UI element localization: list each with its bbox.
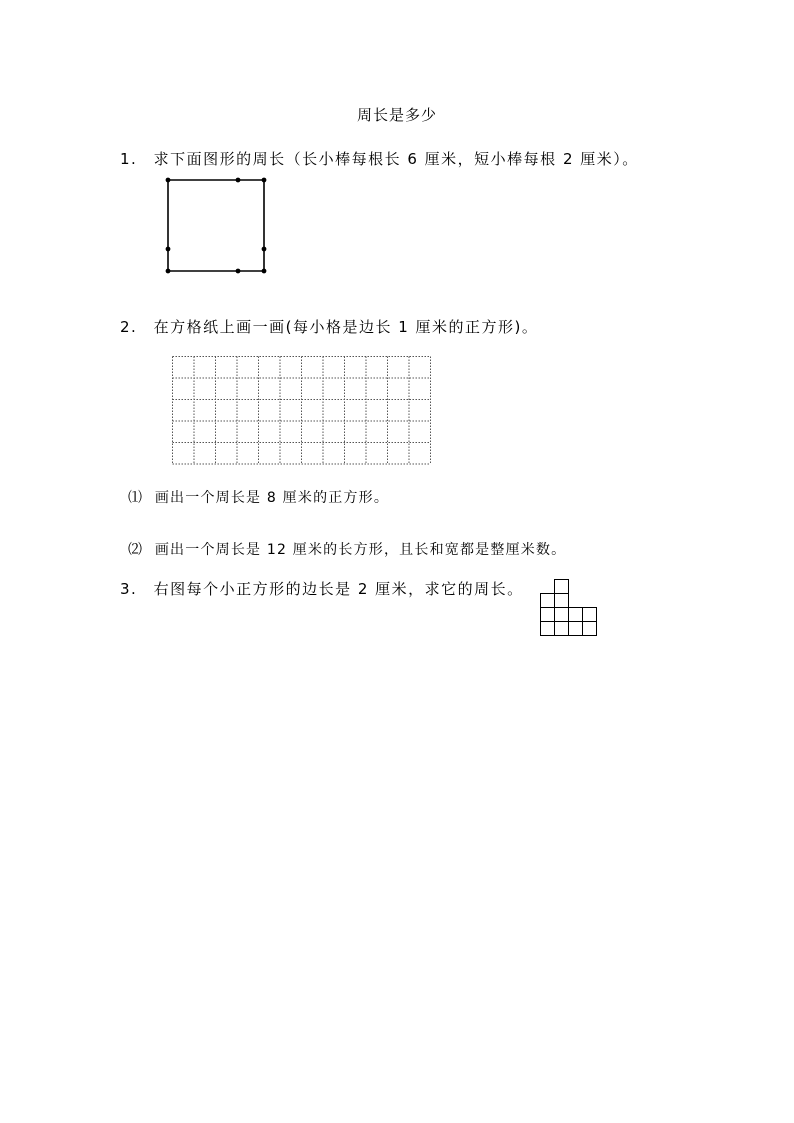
small-square [583,622,597,636]
question-2 [120,316,538,337]
question-1-number: 1. [120,150,138,168]
question-3-number: 3. [120,580,138,598]
joint-dot [166,178,171,183]
small-square [541,594,555,608]
stick-square-figure [160,172,275,282]
page-title: 周长是多少 [356,106,437,124]
small-square [541,608,555,622]
small-square [569,622,583,636]
sub-2-label: ⑵ [128,542,144,558]
joint-dot [262,269,267,274]
joint-dot [236,178,241,183]
joint-dot [166,269,171,274]
question-1 [120,148,639,169]
question-2-sub-2 [128,539,566,559]
staircase-square-figure [540,579,600,639]
sub-1-label: ⑴ [128,490,144,506]
small-square [555,608,569,622]
sub-1-text: 画出一个周长是 8 厘米的正方形。 [154,490,390,506]
joint-dot [236,269,241,274]
square-grid-paper[interactable] [172,356,432,466]
joint-dot [262,178,267,183]
sub-2-text: 画出一个周长是 12 厘米的长方形，且长和宽都是整厘米数。 [154,542,567,558]
question-2-text: 在方格纸上画一画(每小格是边长 1 厘米的正方形)。 [153,318,539,336]
small-square [555,622,569,636]
question-2-sub-1 [128,487,389,507]
question-3-text: 右图每个小正方形的边长是 2 厘米，求它的周长。 [153,580,524,598]
small-square [541,622,555,636]
small-square [569,608,583,622]
small-square [555,594,569,608]
small-square [555,580,569,594]
question-2-number: 2. [120,318,138,336]
joint-dot [166,247,171,252]
question-3 [120,578,524,599]
small-square [583,608,597,622]
joint-dot [262,247,267,252]
question-1-text: 求下面图形的周长（长小棒每根长 6 厘米，短小棒每根 2 厘米）。 [153,150,639,168]
